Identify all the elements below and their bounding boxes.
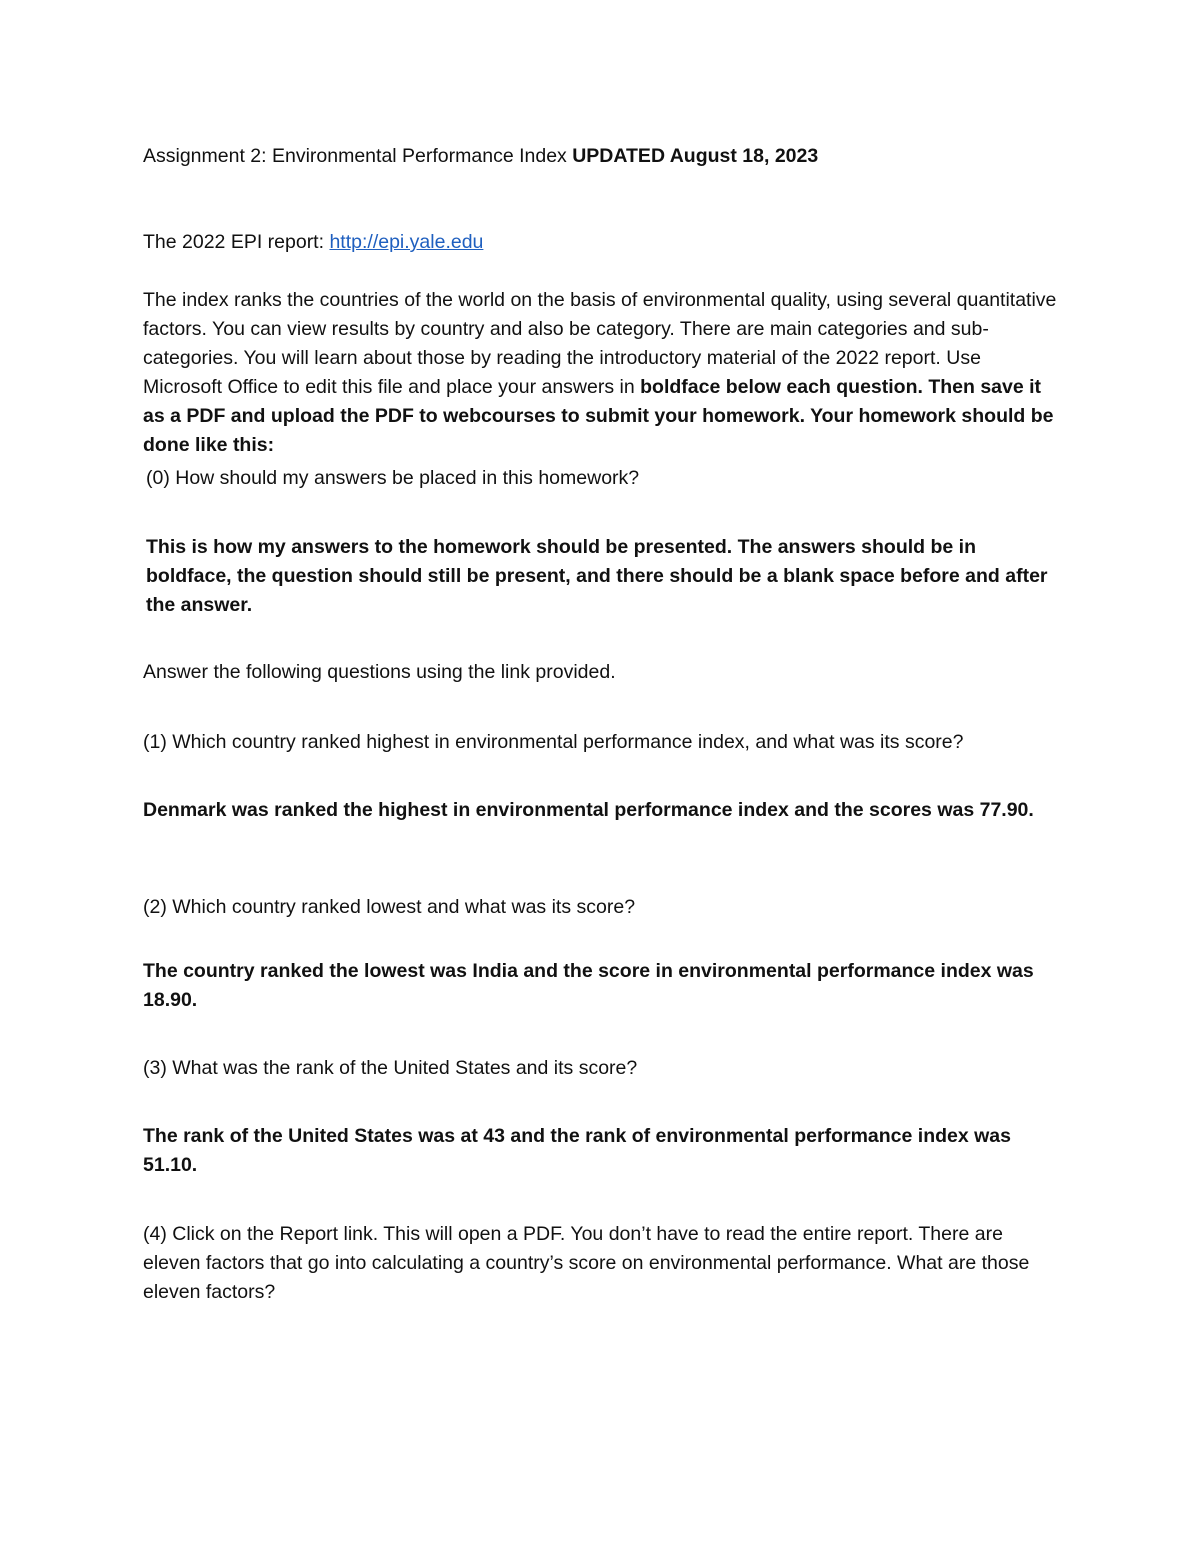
answer-3: The rank of the United States was at 43 and the rank of environmental performance index was 51.10. — [143, 1125, 1011, 1176]
question-0: (0) How should my answers be placed in this homework? — [146, 467, 640, 489]
intro-paragraph — [143, 286, 1058, 460]
document-title — [143, 142, 1058, 171]
title-text: Assignment 2: Environmental Performance Index — [143, 145, 573, 167]
question-3: (3) What was the rank of the United States and its score? — [143, 1057, 638, 1079]
title-updated-date: UPDATED August 18, 2023 — [572, 145, 819, 167]
question-4: (4) Click on the Report link. This will open a PDF. You don’t have to read the entire report. There are eleven factors that go into calculating a country’s score on environmental performance. What are those eleven factors? — [143, 1223, 1030, 1303]
intro-text: The index ranks the countries of the world on the basis of environmental quality, using several quantitative factors. You can view results by country and also be category. There are main categories and sub-categories. You will learn about those by reading the introductory material of the 2022 report. Use Microsoft Office to edit this file and place your answers in — [143, 289, 1057, 398]
instruction-line: Answer the following questions using the link provided. — [143, 661, 616, 683]
answer-0: This is how my answers to the homework should be presented. The answers should be in boldface, the question should still be present, and there should be a blank space before and after the answer. — [146, 536, 1048, 616]
report-label: The 2022 EPI report: — [143, 231, 330, 253]
question-2: (2) Which country ranked lowest and what was its score? — [143, 896, 636, 918]
answer-2: The country ranked the lowest was India and the score in environmental performance index was 18.90. — [143, 960, 1034, 1011]
report-line — [143, 228, 1058, 257]
answer-1: Denmark was ranked the highest in environmental performance index and the scores was 77.90. — [143, 799, 1034, 821]
question-1: (1) Which country ranked highest in environmental performance index, and what was its score? — [143, 731, 964, 753]
intro-bold-instructions: boldface below each question. Then save it as a PDF and upload the PDF to webcourses to submit your homework. Your homework should be done like this: — [143, 376, 1054, 456]
epi-report-link[interactable]: http://epi.yale.edu — [329, 231, 484, 253]
